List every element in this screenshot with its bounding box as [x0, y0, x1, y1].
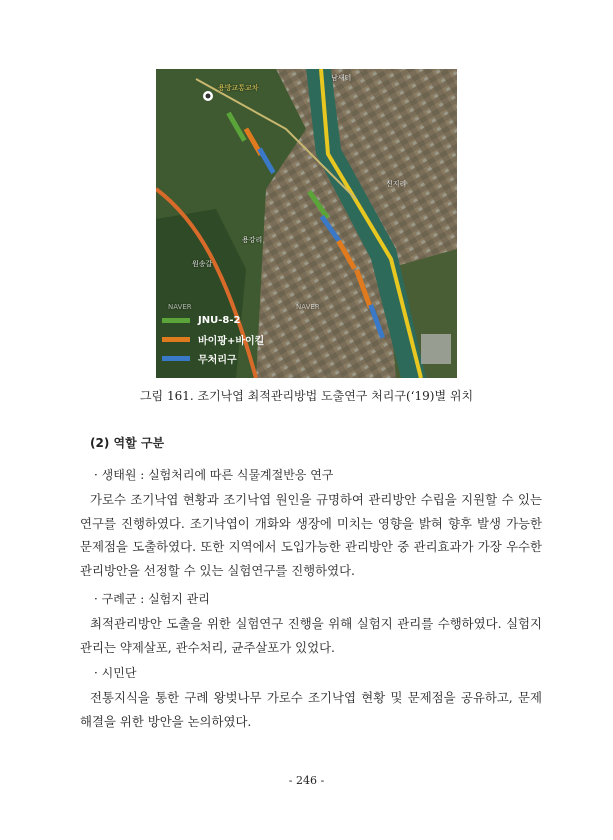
legend-swatch: [162, 318, 190, 323]
map-label: 원송갈: [192, 260, 213, 268]
map-watermark: NAVER: [296, 303, 320, 311]
map-label: 남새터: [331, 74, 352, 82]
legend-swatch: [162, 337, 190, 342]
map-label: 용강리: [242, 236, 263, 244]
legend-item: [162, 349, 264, 368]
aerial-map-figure: [156, 69, 457, 378]
paragraph: [80, 686, 542, 733]
figure-caption: 그림 161. 조기낙엽 최적관리방법 도출연구 처리구(‘19)별 위치: [139, 389, 474, 403]
legend-label: JNU-8-2: [198, 315, 241, 326]
bullet-item: · 구례군 : 실험지 관리: [94, 592, 210, 606]
page-number: - 246 -: [288, 774, 325, 787]
paragraph-text: 최적관리방안 도출을 위한 실험연구 진행을 위해 실험지 관리를 수행하였다. 실험지 관리는 약제살포, 관수처리, 균주살포가 있었다.: [80, 616, 542, 655]
section-title: (2) 역할 구분: [90, 436, 165, 450]
paragraph: [80, 488, 542, 582]
bullet-item: · 시민단: [94, 666, 137, 680]
paragraph-text: 전통지식을 통한 구례 왕벚나무 가로수 조기낙엽 현황 및 문제점을 공유하고, 문제 해결을 위한 방안을 논의하였다.: [80, 690, 542, 729]
paragraph-text: 가로수 조기낙엽 현황과 조기낙엽 원인을 규명하여 관리방안 수립을 지원할 수 있는 연구를 진행하였다. 조기낙엽이 개화와 생장에 미치는 영향을 밝혀 향후 발생 가능한 문제점을 도출하였다. 또한 지역에서 도입가능한 관리방안 중 관리효과가 가장 우수한 관리방안을 선정할 수 있는 실험연구를 진행하였다.: [80, 492, 542, 578]
map-legend: [162, 311, 264, 368]
bullet-item: · 생태원 : 실험처리에 따른 식물계절반응 연구: [94, 468, 334, 482]
legend-swatch: [162, 356, 190, 361]
map-watermark: NAVER: [168, 303, 192, 311]
map-label: 신지리: [386, 180, 407, 188]
legend-item: [162, 311, 264, 330]
paragraph: [80, 612, 542, 659]
map-label: 용방교통교차: [218, 84, 259, 92]
legend-item: [162, 330, 264, 349]
legend-label: 무처리구: [198, 355, 237, 366]
legend-label: 바이팡+바이킬: [198, 336, 265, 347]
